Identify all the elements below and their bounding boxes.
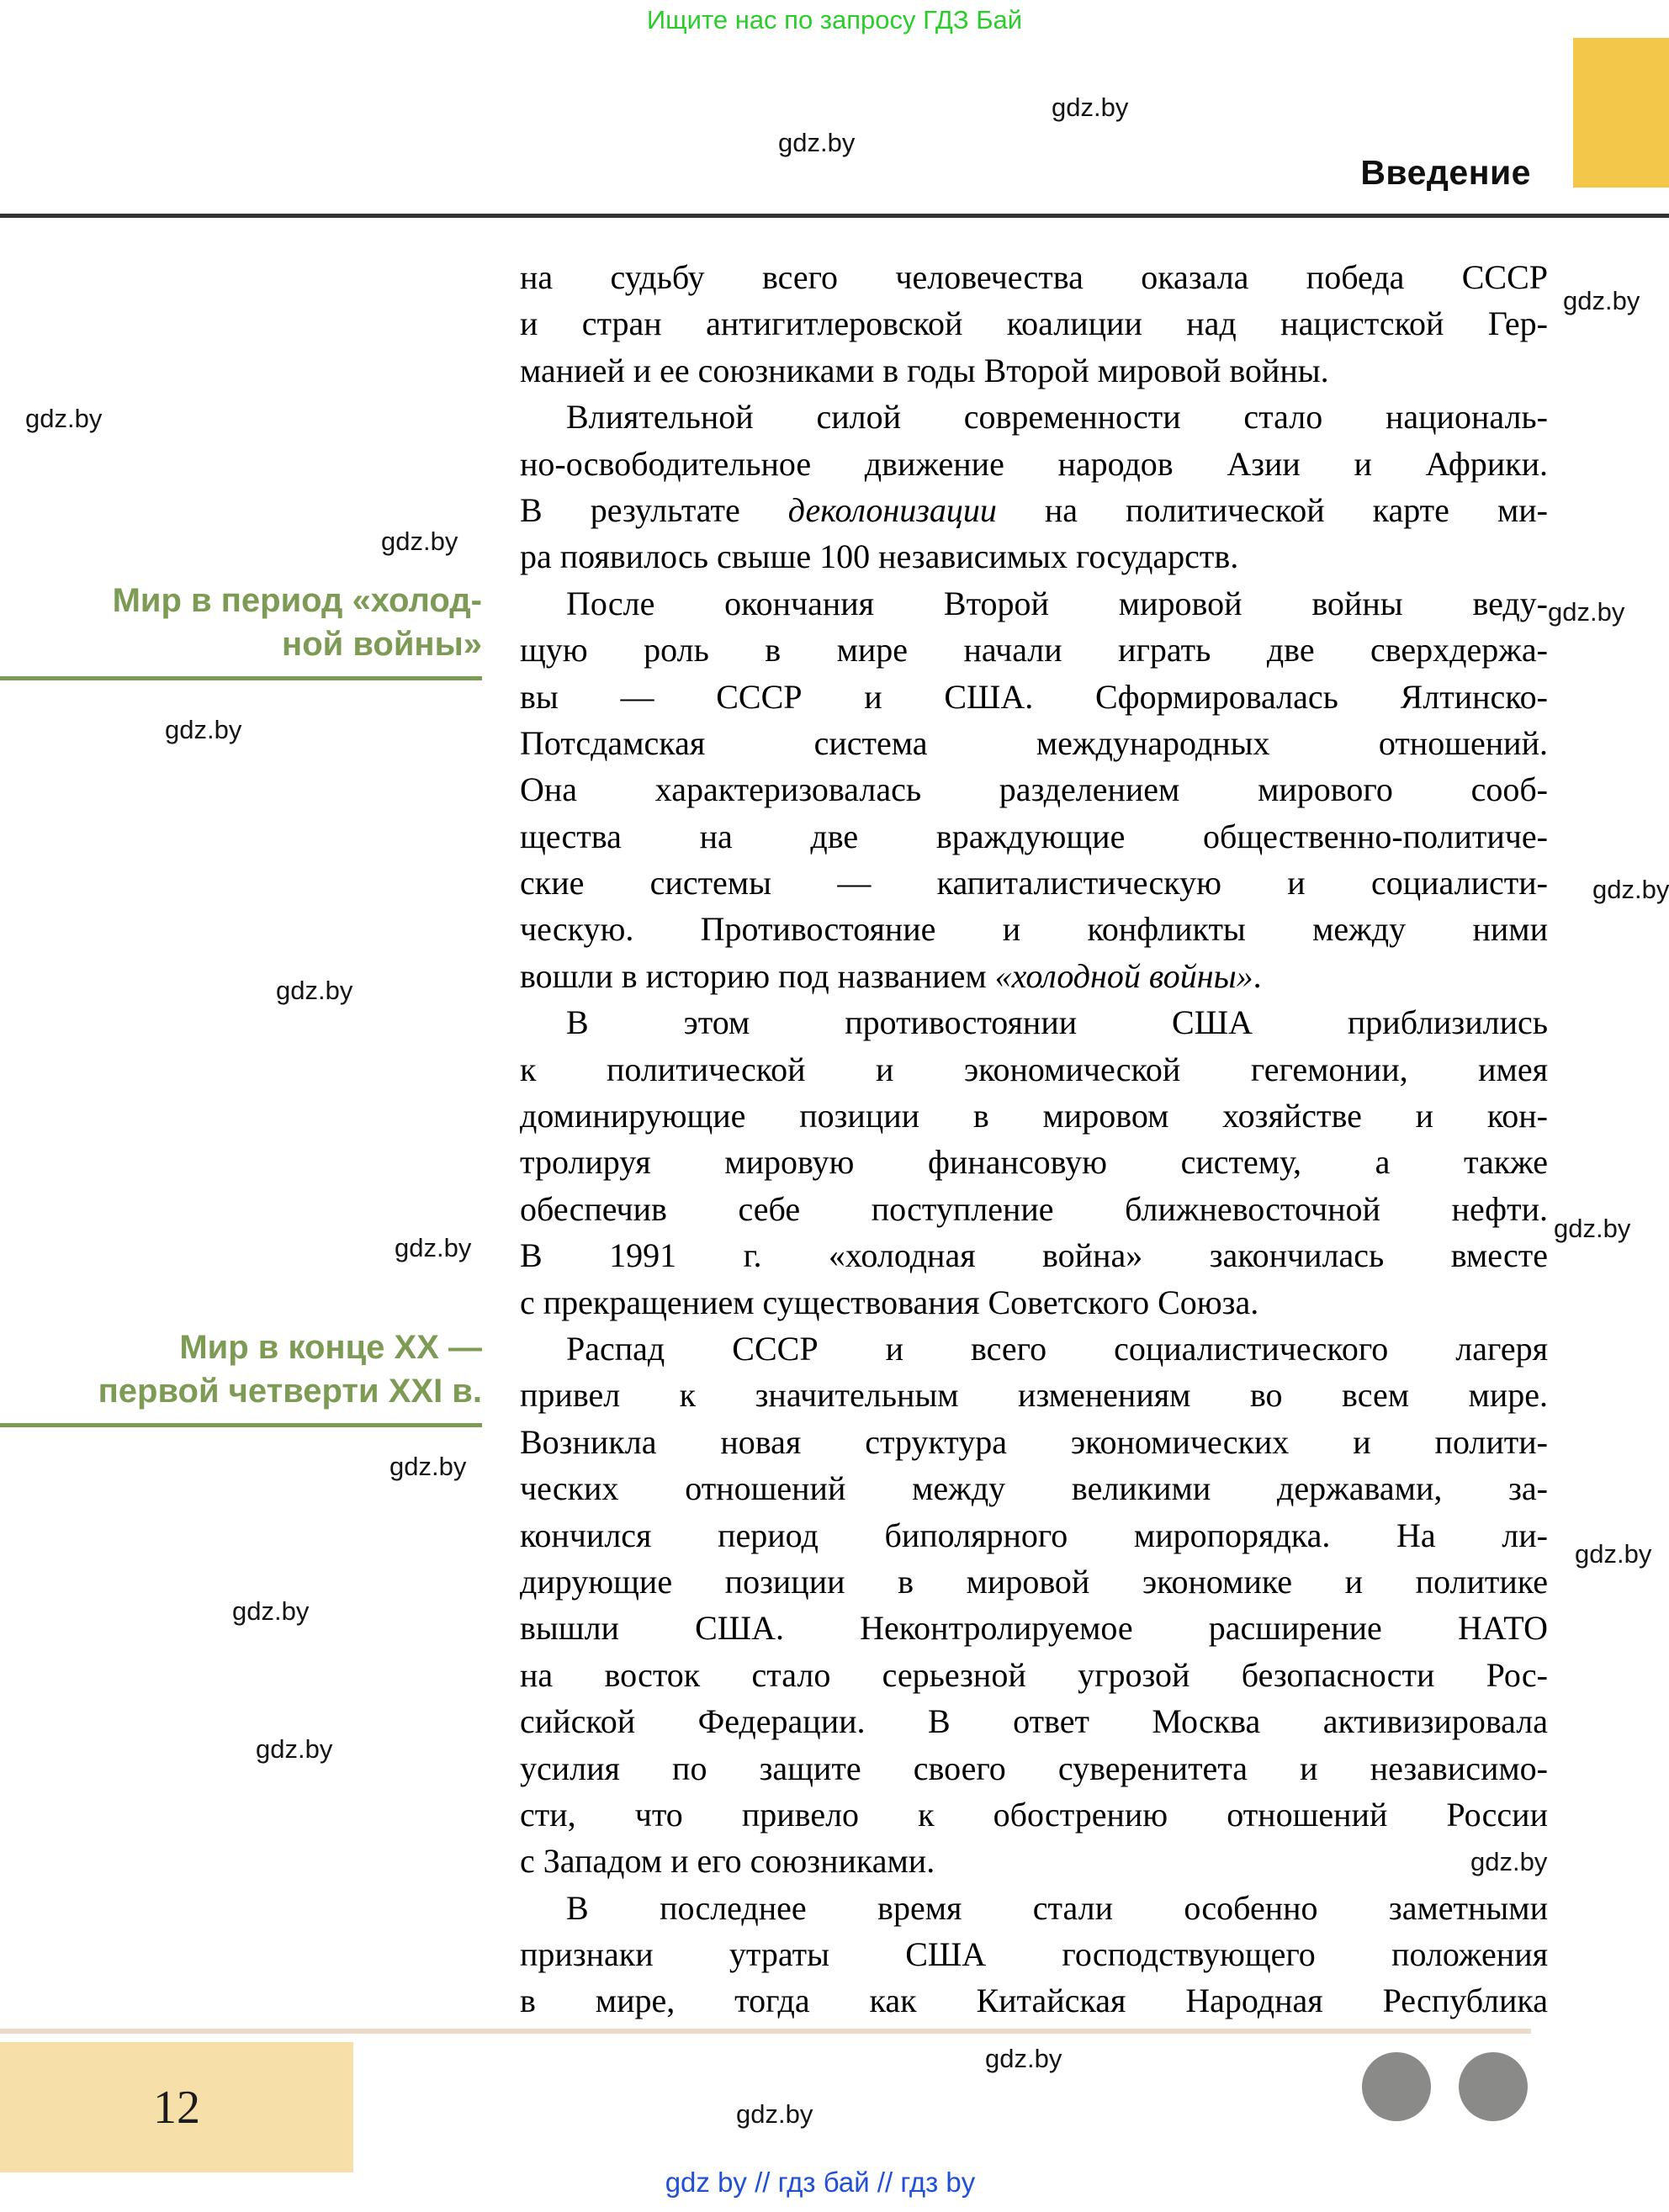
gdz-watermark: gdz.by [1548,597,1625,627]
gdz-watermark: gdz.by [1052,93,1129,122]
margin-note-rule [0,1423,482,1427]
footer-links[interactable]: gdz by // гдз бай // гдз by [665,2167,976,2198]
margin-note-line: первой четверти XXI в. [98,1373,482,1410]
gdz-watermark: gdz.by [256,1734,333,1764]
gdz-watermark: gdz.by [985,2044,1062,2073]
body-text-column [520,254,1548,2024]
gdz-watermark: gdz.by [389,1452,467,1481]
text-line: ческую. Противостояние и конфликты между ними [520,910,1548,949]
gdz-watermark: gdz.by [1470,1847,1548,1876]
text-line: обеспечив себе поступление ближневосточной нефти. [520,1189,1548,1228]
text-line: Возникла новая структура экономических и полити- [520,1422,1548,1461]
text-line: вышли США. Неконтролируемое расширение НАТО [520,1609,1548,1648]
gdz-watermark: gdz.by [736,2099,813,2129]
decorative-circle [1362,2052,1431,2121]
text-line: ские системы — капиталистическую и социалисти- [520,864,1548,902]
margin-note-heading [0,1326,482,1427]
margin-note-heading [0,579,482,680]
text-line: на судьбу всего человечества оказала победа СССР [520,258,1548,296]
text-line: на восток стало серьезной угрозой безопасности Рос- [520,1655,1548,1694]
text-line: с Западом и его союзниками. [520,1842,935,1881]
text-line: и стран антигитлеровской коалиции над нацистской Гер- [520,304,1548,343]
page-header-title: Введение [1360,153,1531,192]
gdz-watermark: gdz.by [165,715,242,744]
text-line: Потсдамская система международных отношений. [520,723,1548,762]
text-line: привел к значительным изменениям во всем мире. [520,1376,1548,1415]
text-line: вы — СССР и США. Сформировалась Ялтинско- [520,677,1548,716]
text-line: кончился период биполярного миропорядка. На ли- [520,1516,1548,1554]
chapter-color-tab [1573,38,1669,188]
text-line: щества на две враждующие общественно-политиче- [520,817,1548,855]
text-line: сийской Федерации. В ответ Москва активизировала [520,1702,1548,1741]
text-line: После окончания Второй мировой войны веду- [566,584,1548,622]
gdz-watermark: gdz.by [1554,1214,1631,1243]
text-line: манией и ее союзниками в годы Второй мировой войны. [520,351,1329,389]
gdz-watermark: gdz.by [276,976,353,1005]
text-line: усилия по защите своего суверенитета и независимо- [520,1749,1548,1787]
text-line: Влиятельной силой современности стало националь- [566,398,1548,437]
margin-note-line: Мир в конце XX — [179,1329,482,1366]
text-line: тролируя мировую финансовую систему, а также [520,1143,1548,1182]
text-line: сти, что привело к обострению отношений России [520,1795,1548,1834]
text-line: в мире, тогда как Китайская Народная Республика [520,1982,1548,2020]
footer-rule [0,2029,1531,2034]
text-line: но-освободительное движение народов Азии и Африки. [520,444,1548,483]
gdz-watermark: gdz.by [1575,1539,1652,1569]
margin-note-rule [0,676,482,680]
decorative-circle [1459,2052,1528,2121]
text-line: ра появилось свыше 100 независимых государств. [520,537,1239,576]
gdz-watermark: gdz.by [395,1233,472,1262]
text-line: В последнее время стали особенно заметными [566,1888,1548,1927]
page-number: 12 [153,2081,200,2134]
text-line: В результате деколонизации на политической карте ми- [520,490,1548,529]
gdz-watermark: gdz.by [778,128,856,157]
margin-note-line: ной войны» [282,626,482,663]
text-line: В этом противостоянии США приблизились [566,1003,1548,1042]
gdz-watermark: gdz.by [381,527,458,556]
text-line: с прекращением существования Советского Союза. [520,1283,1259,1321]
text-line: ческих отношений между великими державами, за- [520,1469,1548,1508]
text-line: к политической и экономической гегемонии, имея [520,1050,1548,1088]
margin-note-line: Мир в период «холод- [112,582,482,619]
text-line: В 1991 г. «холодная война» закончилась вместе [520,1236,1548,1275]
page-number-box [0,2042,353,2172]
text-line: доминирующие позиции в мировом хозяйстве и кон- [520,1097,1548,1135]
text-line: признаки утраты США господствующего положения [520,1935,1548,1974]
gdz-watermark: gdz.by [232,1596,310,1626]
promo-banner-text: Ищите нас по запросу ГДЗ Бай [646,5,1023,34]
gdz-watermark: gdz.by [25,404,103,433]
text-line: вошли в историю под названием «холодной войны». [520,956,1262,995]
text-line: Она характеризовалась разделением мирового сооб- [520,770,1548,809]
text-line: дирующие позиции в мировой экономике и политике [520,1562,1548,1601]
header-rule [0,214,1669,218]
gdz-watermark: gdz.by [1563,286,1640,315]
text-line: Распад СССР и всего социалистического лагеря [566,1329,1548,1368]
text-line: щую роль в мире начали играть две сверхдержа- [520,631,1548,669]
gdz-watermark: gdz.by [1592,875,1669,904]
